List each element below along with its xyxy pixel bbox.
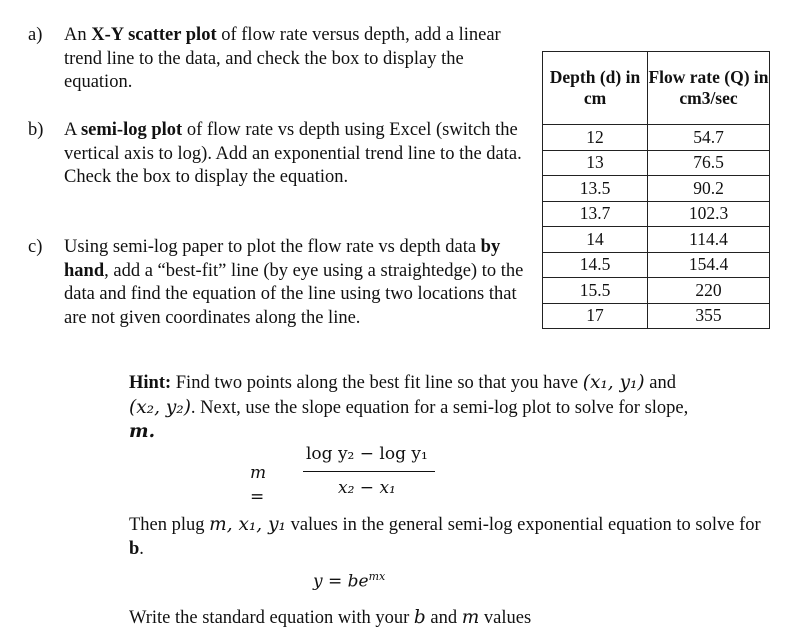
- question-a-bold: X-Y scatter plot: [91, 25, 217, 45]
- depth-cell: 14: [543, 227, 648, 253]
- question-c-prefix: Using semi-log paper to plot the flow rate vs depth data: [64, 237, 481, 257]
- hint-point-2: (x₂, y₂): [129, 396, 191, 418]
- flow-cell: 90.2: [648, 176, 770, 202]
- formula-lhs: m =: [250, 463, 267, 507]
- then-vars: m, x₁, y₁: [209, 514, 286, 535]
- equation-base: y = be: [313, 571, 369, 592]
- closing-b: b: [413, 607, 426, 628]
- question-b: [28, 119, 528, 190]
- hint-text-2: and: [644, 373, 676, 393]
- flow-cell: 220: [648, 278, 770, 304]
- closing-instruction: [129, 606, 531, 631]
- flow-cell: 102.3: [648, 201, 770, 227]
- table-row: [543, 303, 770, 329]
- flow-cell: 76.5: [648, 150, 770, 176]
- depth-cell: 17: [543, 303, 648, 329]
- question-c-rest: , add a “best-fit” line (by eye using a straightedge) to the data and find the equation of the line using two locations that are not given coordinates along the line.: [64, 260, 524, 328]
- hint-text-3: . Next, use the slope equation for a semi-log plot to solve for slope,: [190, 397, 689, 418]
- depth-cell: 13.7: [543, 201, 648, 227]
- question-a-text: [64, 24, 528, 95]
- question-a-marker: a): [28, 25, 43, 45]
- flow-column-header: Flow rate (Q) in cm3/sec: [648, 52, 770, 125]
- depth-cell: 13.5: [543, 176, 648, 202]
- question-c-text: [64, 236, 528, 330]
- question-a: [28, 24, 528, 95]
- formula-numerator: log y₂ − log y₁: [306, 444, 428, 464]
- hint-text-1: Find two points along the best fit line so that you have: [171, 373, 583, 393]
- closing-m: m: [461, 607, 480, 628]
- equation-exponent: mx: [368, 570, 386, 583]
- question-a-prefix: An: [64, 25, 92, 45]
- table-row: [543, 125, 770, 151]
- table-row: [543, 227, 770, 253]
- then-text-2: values in the general semi-log exponential equation to solve for: [285, 515, 761, 535]
- closing-text-1: Write the standard equation with your: [129, 608, 414, 628]
- exponential-equation: [313, 565, 385, 594]
- flow-cell: 54.7: [648, 125, 770, 151]
- question-c: [28, 236, 528, 330]
- table-row: [543, 176, 770, 202]
- depth-column-header: Depth (d) in cm: [543, 52, 648, 125]
- table-row: [543, 252, 770, 278]
- then-text-3: .: [139, 538, 144, 559]
- hint-point-1: (x₁, y₁): [582, 372, 645, 393]
- question-c-marker: c): [28, 237, 43, 257]
- question-a-rest: of flow rate versus depth, add a linear trend line to the data, and check the box to display the equation.: [64, 25, 501, 92]
- table-row: [543, 150, 770, 176]
- table-header-row: [543, 52, 770, 125]
- flow-cell: 154.4: [648, 252, 770, 278]
- table-row: [543, 201, 770, 227]
- depth-flow-table: [542, 51, 770, 329]
- then-b: b: [129, 538, 140, 559]
- question-b-text: [64, 119, 528, 190]
- then-paragraph: [129, 513, 769, 561]
- hint-label: Hint:: [129, 373, 172, 393]
- depth-cell: 14.5: [543, 252, 648, 278]
- hint-slope-symbol: m.: [129, 421, 156, 442]
- depth-cell: 15.5: [543, 278, 648, 304]
- question-b-marker: b): [28, 120, 44, 140]
- question-b-bold: semi-log plot: [80, 120, 183, 140]
- question-b-rest: of flow rate vs depth using Excel (switch the vertical axis to log). Add an exponential trend line to the data. Check the box to display the equation.: [64, 120, 522, 187]
- depth-cell: 12: [543, 125, 648, 151]
- flow-cell: 355: [648, 303, 770, 329]
- formula-denominator: x₂ − x₁: [338, 478, 396, 498]
- question-b-prefix: A: [64, 120, 81, 140]
- question-c-bold: by hand: [64, 237, 501, 281]
- flow-cell: 114.4: [648, 227, 770, 253]
- closing-text-2: and: [425, 608, 462, 628]
- depth-cell: 13: [543, 150, 648, 176]
- then-text-1: Then plug: [129, 515, 210, 535]
- fraction-bar: [303, 471, 435, 472]
- hint-paragraph: [129, 371, 769, 420]
- table-row: [543, 278, 770, 304]
- closing-text-3: values: [479, 608, 532, 628]
